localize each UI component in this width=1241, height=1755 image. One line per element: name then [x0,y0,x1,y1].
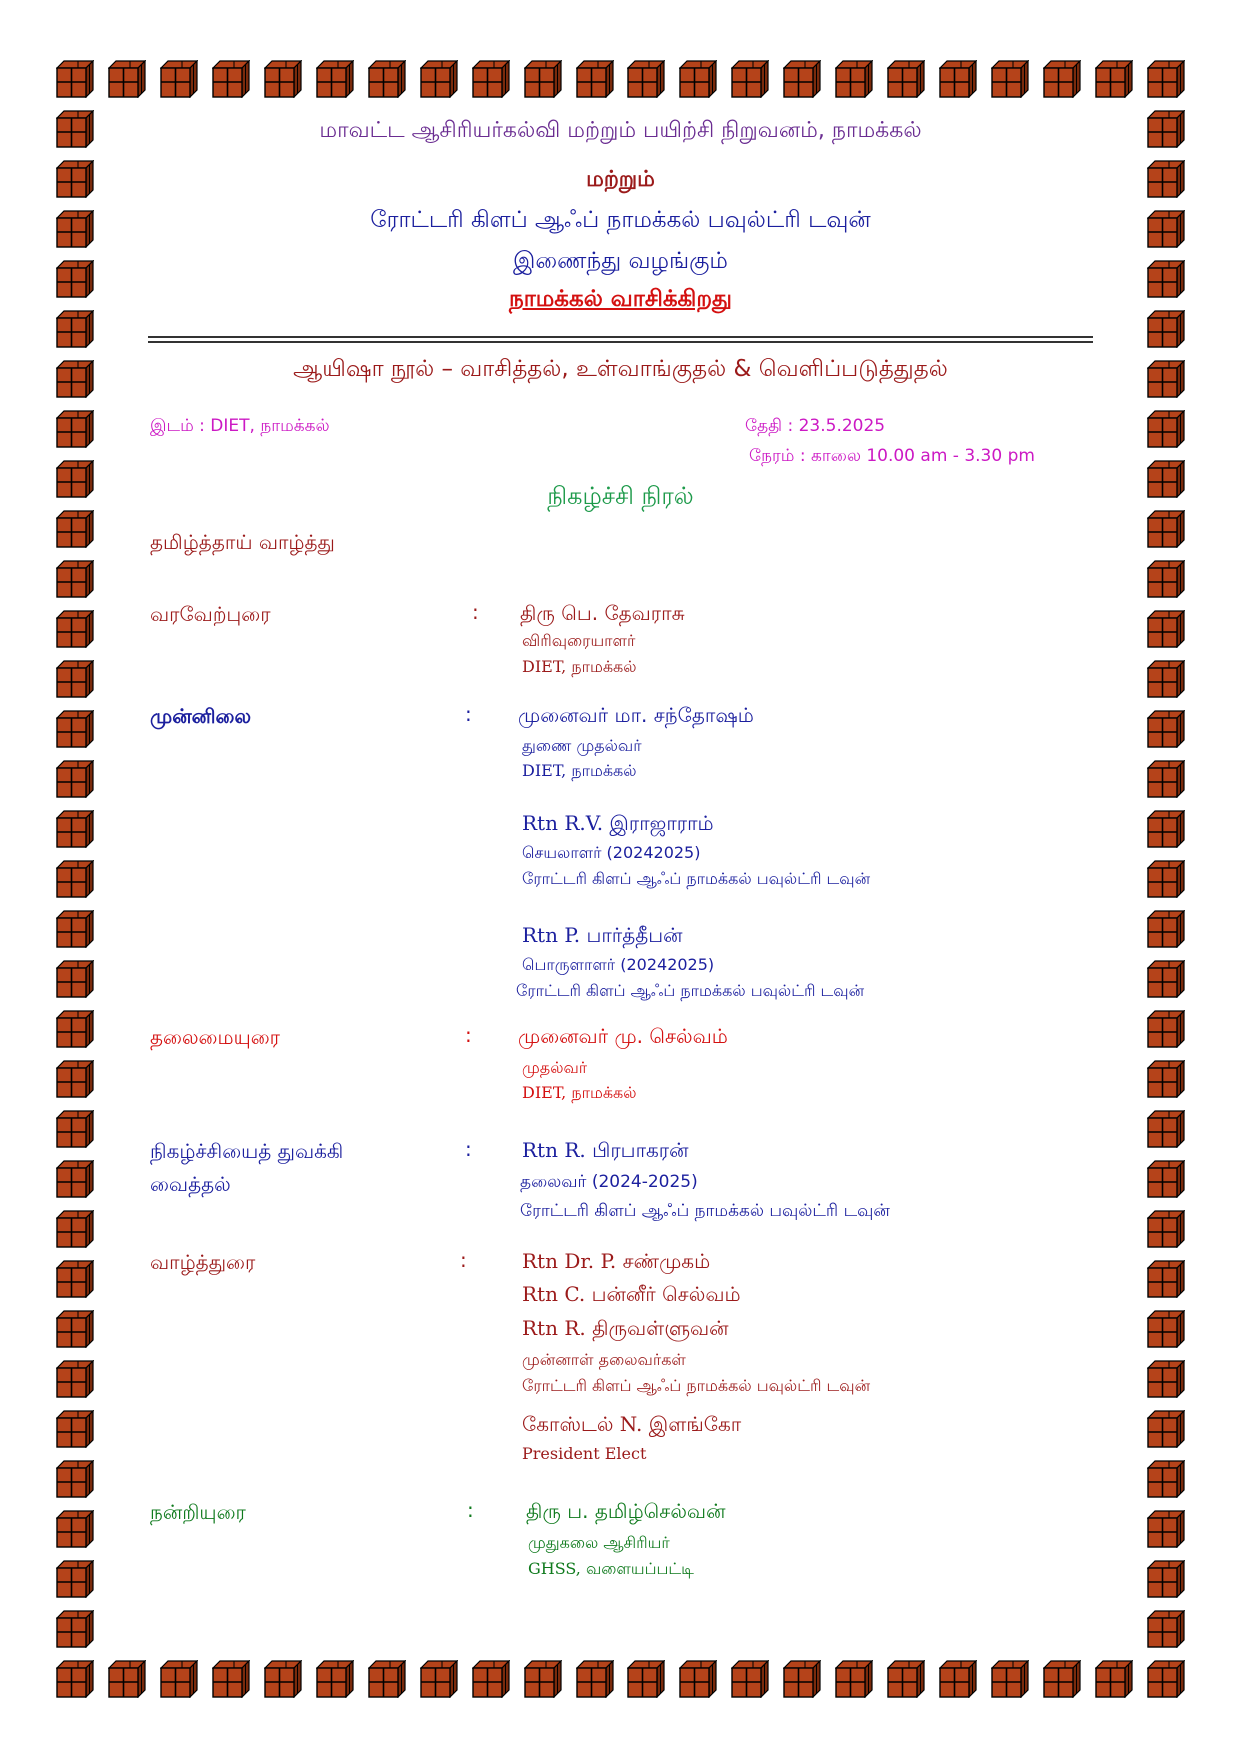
brick-box-icon [56,810,94,848]
brick-box-icon [108,60,146,98]
brick-box-icon [56,960,94,998]
and-text: மற்றும் [586,167,655,192]
felicitation-label: வாழ்த்துரை [150,1250,256,1274]
presidential-colon: : [465,1023,472,1047]
welcome-name: திரு பெ. தேவராசு [520,601,685,625]
brick-box-icon [56,1460,94,1498]
brick-box-icon [56,1410,94,1448]
presidium-label: முன்னிலை [150,704,252,728]
brick-box-icon [1147,1510,1185,1548]
brick-box-icon [212,60,250,98]
presidential-role: முதல்வர் [522,1058,588,1077]
venue: இடம் : DIET, நாமக்கல் [150,416,330,436]
brick-box-icon [1147,710,1185,748]
brick-box-icon [627,1660,665,1698]
brick-box-icon [1147,660,1185,698]
brick-box-icon [1147,1410,1185,1448]
brick-box-icon [420,60,458,98]
presidium-p2-name: Rtn R.V. இராஜாராம் [522,811,714,835]
felicitation-role: முன்னாள் தலைவர்கள் [522,1350,686,1369]
inaugural-org: ரோட்டரி கிளப் ஆஃப் நாமக்கல் பவுல்ட்ரி டவுன் [520,1201,890,1221]
inaugural-role: தலைவர் (2024-2025) [520,1172,698,1192]
brick-box-icon [56,1360,94,1398]
presidium-p2-org: ரோட்டரி கிளப் ஆஃப் நாமக்கல் பவுல்ட்ரி டவுன் [522,869,871,888]
brick-box-icon [56,1310,94,1348]
brick-box-icon [1147,610,1185,648]
brick-box-icon [731,1660,769,1698]
brick-box-icon [472,1660,510,1698]
institute-name: மாவட்ட ஆசிரியர்கல்வி மற்றும் பயிற்சி நிறுவனம், நாமக்கல் [319,118,922,143]
brick-box-icon [1147,560,1185,598]
presidium-p3-org: ரோட்டரி கிளப் ஆஃப் நாமக்கல் பவுல்ட்ரி டவுன் [516,981,865,1000]
brick-box-icon [56,60,94,98]
brick-box-icon [576,60,614,98]
brick-box-icon [835,60,873,98]
date: தேதி : 23.5.2025 [745,416,886,436]
divider-bottom [148,341,1093,343]
brick-box-icon [1147,910,1185,948]
brick-box-icon [56,410,94,448]
time: நேரம் : காலை 10.00 am - 3.30 pm [749,446,1035,466]
brick-box-icon [1147,1260,1185,1298]
presidential-org: DIET, நாமக்கல் [522,1083,637,1102]
brick-box-icon [1147,1110,1185,1148]
brick-box-icon [56,310,94,348]
presidential-name: முனைவர் மு. செல்வம் [518,1024,728,1048]
brick-box-icon [1147,1210,1185,1248]
brick-box-icon [56,860,94,898]
inaugural-label-line2: வைத்தல் [150,1172,231,1196]
brick-box-icon [991,1660,1029,1698]
brick-box-icon [1147,1160,1185,1198]
brick-box-icon [420,1660,458,1698]
brick-box-icon [783,60,821,98]
brick-box-icon [56,610,94,648]
felicitation-name-2: Rtn C. பன்னீர் செல்வம் [522,1282,741,1306]
brick-box-icon [1147,1360,1185,1398]
welcome-org: DIET, நாமக்கல் [522,657,637,676]
brick-box-icon [56,510,94,548]
brick-box-icon [1147,960,1185,998]
felicitation-name-3: Rtn R. திருவள்ளுவன் [522,1316,729,1340]
presidential-label: தலைமையுரை [150,1025,280,1049]
welcome-role: விரிவுரையாளர் [522,631,636,650]
brick-box-icon [1147,1460,1185,1498]
felicitation-name-4: கோஸ்டல் N. இளங்கோ [522,1412,742,1436]
brick-box-icon [368,60,406,98]
brick-box-icon [991,60,1029,98]
brick-box-icon [783,1660,821,1698]
brick-box-icon [1147,310,1185,348]
brick-box-icon [1095,60,1133,98]
felicitation-name-1: Rtn Dr. P. சண்முகம் [522,1249,711,1273]
brick-box-icon [160,60,198,98]
brick-box-icon [731,60,769,98]
brick-box-icon [939,1660,977,1698]
presidium-p1-role: துணை முதல்வர் [522,736,642,755]
brick-box-icon [524,60,562,98]
welcome-colon: : [472,600,479,624]
brick-box-icon [264,1660,302,1698]
jointly-presents: இணைந்து வழங்கும் [513,248,728,274]
brick-box-icon [56,710,94,748]
brick-box-icon [316,1660,354,1698]
brick-box-icon [627,60,665,98]
brick-box-icon [1147,1310,1185,1348]
brick-box-icon [56,910,94,948]
brick-box-icon [56,1610,94,1648]
brick-box-icon [56,1660,94,1698]
welcome-label: வரவேற்புரை [150,602,271,626]
brick-box-icon [1095,1660,1133,1698]
thanks-role: முதுகலை ஆசிரியர் [528,1533,670,1552]
brick-box-icon [679,60,717,98]
brick-box-icon [56,1160,94,1198]
brick-box-icon [939,60,977,98]
brick-box-icon [1147,810,1185,848]
brick-box-icon [212,1660,250,1698]
brick-box-icon [1147,860,1185,898]
brick-box-icon [56,1110,94,1148]
thanks-label: நன்றியுரை [150,1500,246,1524]
brick-box-icon [56,760,94,798]
brick-box-icon [316,60,354,98]
brick-box-icon [368,1660,406,1698]
brick-box-icon [1147,760,1185,798]
brick-box-icon [1147,1610,1185,1648]
divider-top [148,336,1093,338]
brick-box-icon [1147,1060,1185,1098]
presidium-p1-org: DIET, நாமக்கல் [522,761,637,780]
brick-box-icon [1147,510,1185,548]
brick-box-icon [56,660,94,698]
brick-box-icon [108,1660,146,1698]
brick-box-icon [160,1660,198,1698]
brick-box-icon [1147,410,1185,448]
brick-box-icon [576,1660,614,1698]
brick-box-icon [1043,60,1081,98]
brick-box-icon [56,1560,94,1598]
club-name: ரோட்டரி கிளப் ஆஃப் நாமக்கல் பவுல்ட்ரி டவுன் [370,207,871,233]
brick-box-icon [56,1060,94,1098]
brick-box-icon [887,60,925,98]
invocation: தமிழ்த்தாய் வாழ்த்து [150,530,335,554]
brick-box-icon [56,560,94,598]
event-topic: ஆயிஷா நூல் – வாசித்தல், உள்வாங்குதல் & வெளிப்படுத்துதல் [293,356,948,382]
felicitation-colon: : [460,1248,467,1272]
brick-box-icon [56,1510,94,1548]
thanks-colon: : [467,1498,474,1522]
brick-box-icon [679,1660,717,1698]
thanks-org: GHSS, வளையப்பட்டி [528,1559,694,1578]
presidium-colon: : [465,702,472,726]
presidium-p1-name: முனைவர் மா. சந்தோஷம் [518,703,754,727]
brick-box-icon [264,60,302,98]
brick-box-icon [1147,1560,1185,1598]
agenda-title: நிகழ்ச்சி நிரல் [547,482,694,510]
presidium-p3-role: பொருளாளர் (20242025) [522,955,715,974]
program-name: நாமக்கல் வாசிக்கிறது [508,286,732,312]
brick-box-icon [1043,1660,1081,1698]
brick-box-icon [56,1260,94,1298]
brick-box-icon [835,1660,873,1698]
thanks-name: திரு ப. தமிழ்செல்வன் [526,1499,726,1523]
presidium-p2-role: செயலாளர் (20242025) [522,843,701,862]
inaugural-colon: : [465,1137,472,1161]
brick-box-icon [472,60,510,98]
brick-box-icon [887,1660,925,1698]
inaugural-name: Rtn R. பிரபாகரன் [522,1138,689,1162]
brick-box-icon [56,1010,94,1048]
brick-box-icon [524,1660,562,1698]
presidium-p3-name: Rtn P. பார்த்தீபன் [522,923,683,947]
brick-box-icon [56,1210,94,1248]
felicitation-name-4-role: President Elect [522,1444,647,1463]
felicitation-org: ரோட்டரி கிளப் ஆஃப் நாமக்கல் பவுல்ட்ரி டவுன் [522,1376,871,1395]
brick-box-icon [1147,60,1185,98]
brick-box-icon [1147,1010,1185,1048]
inaugural-label-line1: நிகழ்ச்சியைத் துவக்கி [150,1139,344,1163]
brick-box-icon [1147,1660,1185,1698]
